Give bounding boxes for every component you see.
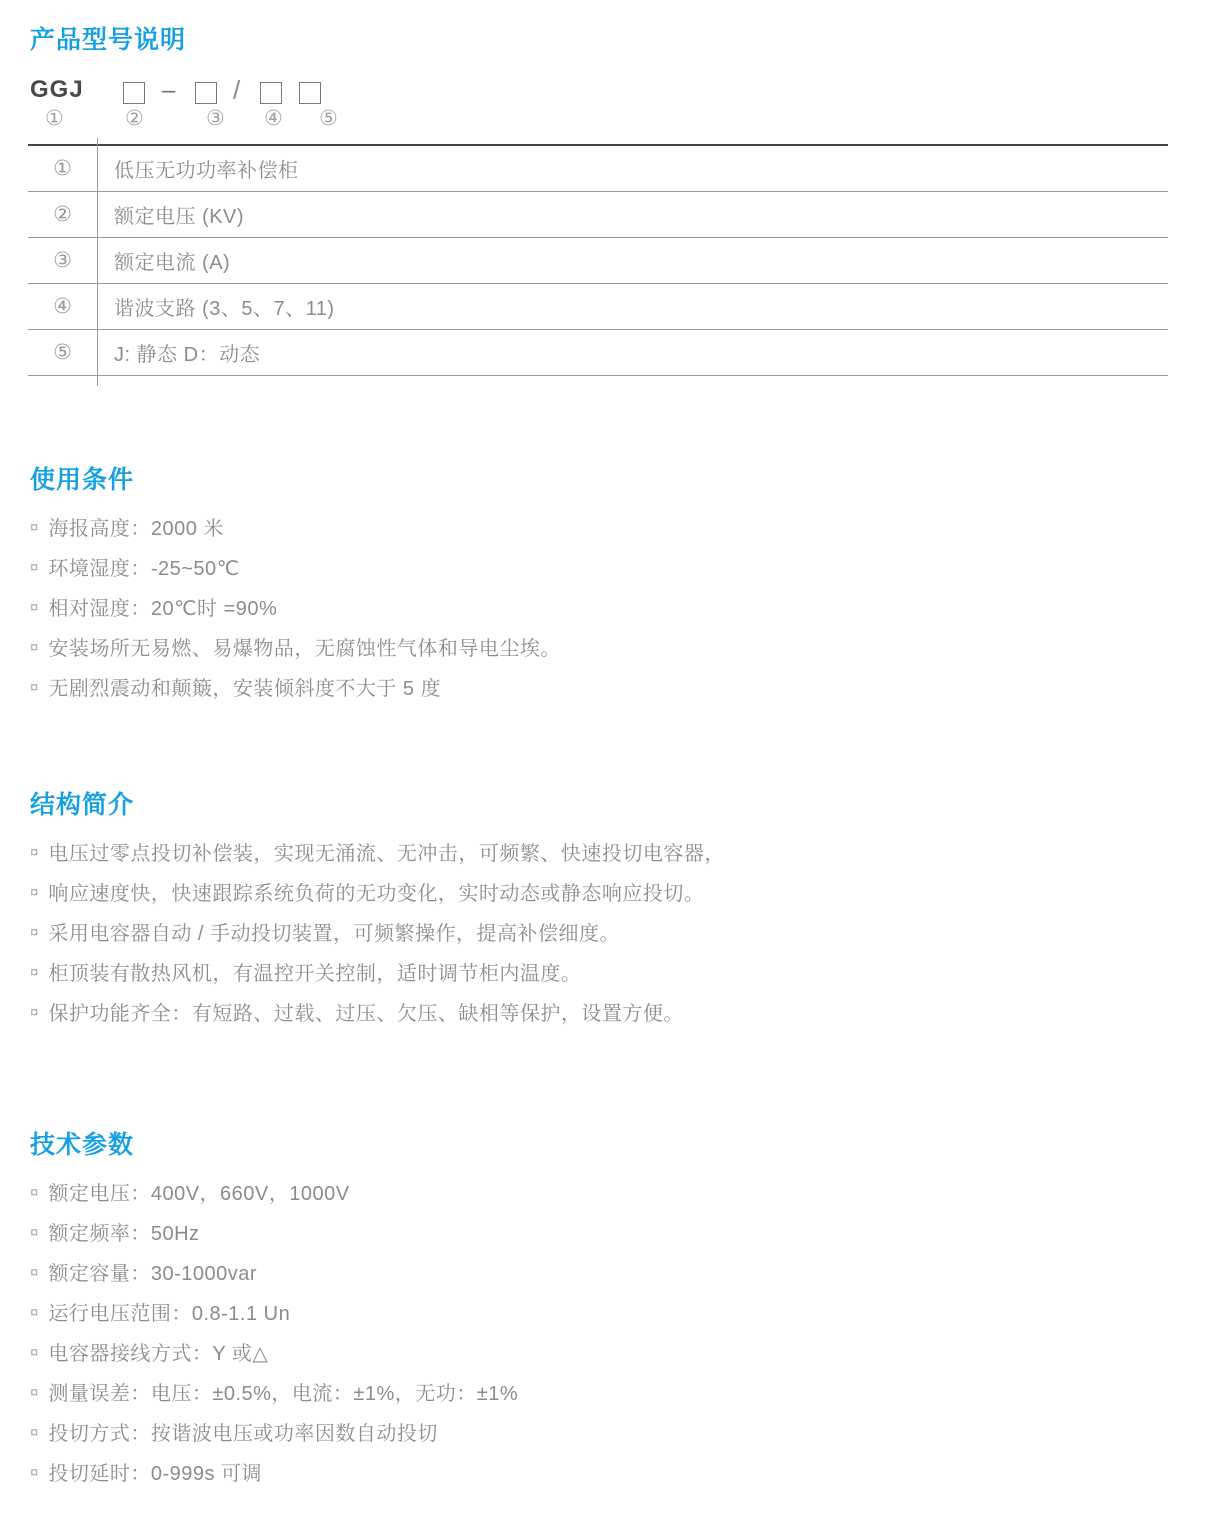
section-title-usage: 使用条件 — [30, 466, 135, 494]
position-label-3: ③ — [206, 107, 225, 130]
bullet-marker: ¤ — [30, 1003, 39, 1021]
bullet-item — [30, 1291, 1190, 1331]
table-row — [28, 284, 1168, 330]
bullet-text: 投切延时：0-999s 可调 — [48, 1462, 263, 1485]
bullet-marker: ¤ — [30, 1343, 39, 1361]
bullet-item — [30, 911, 1190, 951]
table-row — [28, 146, 1168, 192]
section-usage — [30, 464, 1190, 706]
section-title-model: 产品型号说明 — [30, 26, 187, 54]
bullet-marker: ¤ — [30, 678, 39, 696]
bullet-text: 柜顶装有散热风机，有温控开关控制，适时调节柜内温度。 — [48, 962, 582, 985]
bullet-item — [30, 1451, 1190, 1491]
bullet-text: 安装场所无易燃、易爆物品，无腐蚀性气体和导电尘埃。 — [48, 637, 561, 660]
dash-separator: – — [162, 77, 176, 104]
model-box-4 — [299, 82, 321, 104]
model-code-diagram — [0, 76, 1221, 138]
row-number: ① — [53, 157, 72, 180]
model-box-1 — [123, 82, 145, 104]
bullet-text: 无剧烈震动和颠簸，安装倾斜度不大于 5 度 — [48, 677, 442, 700]
bullet-item — [30, 626, 1190, 666]
bullet-text: 额定电压：400V，660V，1000V — [48, 1182, 350, 1205]
bullet-marker: ¤ — [30, 1263, 39, 1281]
tech-list — [30, 1171, 1190, 1491]
bullet-item — [30, 951, 1190, 991]
bullet-item — [30, 1371, 1190, 1411]
position-label-5: ⑤ — [319, 107, 338, 130]
model-box-2 — [195, 82, 217, 104]
row-number: ⑤ — [53, 341, 72, 364]
section-title-tech: 技术参数 — [30, 1131, 135, 1159]
bullet-text: 投切方式：按谐波电压或功率因数自动投切 — [48, 1422, 438, 1445]
bullet-item — [30, 1251, 1190, 1291]
bullet-text: 测量误差：电压：±0.5%，电流：±1%，无功：±1% — [48, 1382, 519, 1405]
bullet-text: 额定频率：50Hz — [48, 1222, 200, 1245]
bullet-item — [30, 546, 1190, 586]
bullet-item — [30, 1171, 1190, 1211]
structure-list — [30, 831, 1190, 1031]
bullet-text: 电容器接线方式：Y 或△ — [48, 1342, 269, 1365]
bullet-item — [30, 586, 1190, 626]
row-number: ② — [53, 203, 72, 226]
bullet-text: 海报高度：2000 米 — [48, 517, 224, 540]
row-number: ③ — [53, 249, 72, 272]
bullet-text: 运行电压范围：0.8-1.1 Un — [48, 1302, 291, 1325]
model-prefix: GGJ — [30, 76, 84, 103]
bullet-item — [30, 666, 1190, 706]
row-description: 额定电流 (A) — [114, 252, 231, 274]
position-label-1: ① — [45, 107, 64, 130]
bullet-item — [30, 831, 1190, 871]
bullet-text: 采用电容器自动 / 手动投切装置，可频繁操作，提高补偿细度。 — [48, 922, 621, 945]
bullet-item — [30, 506, 1190, 546]
slash-separator: / — [233, 75, 241, 105]
bullet-text: 额定容量：30-1000var — [48, 1262, 258, 1285]
section-tech — [30, 1129, 1190, 1491]
position-label-2: ② — [125, 107, 144, 130]
bullet-marker: ¤ — [30, 883, 39, 901]
model-box-3 — [260, 82, 282, 104]
bullet-marker: ¤ — [30, 1303, 39, 1321]
table-row — [28, 330, 1168, 376]
bullet-marker: ¤ — [30, 638, 39, 656]
row-description: J: 静态 D：动态 — [114, 344, 261, 366]
bullet-text: 保护功能齐全：有短路、过载、过压、欠压、缺相等保护，设置方便。 — [48, 1002, 684, 1025]
bullet-marker: ¤ — [30, 843, 39, 861]
position-label-4: ④ — [264, 107, 283, 130]
bullet-item — [30, 871, 1190, 911]
bullet-item — [30, 1411, 1190, 1451]
row-description: 低压无功功率补偿柜 — [114, 160, 299, 182]
bullet-marker: ¤ — [30, 1183, 39, 1201]
table-row — [28, 238, 1168, 284]
bullet-item — [30, 991, 1190, 1031]
model-table — [28, 144, 1168, 376]
bullet-marker: ¤ — [30, 1423, 39, 1441]
bullet-marker: ¤ — [30, 923, 39, 941]
row-number: ④ — [53, 295, 72, 318]
bullet-marker: ¤ — [30, 598, 39, 616]
section-title-structure: 结构简介 — [30, 791, 135, 819]
bullet-text: 响应速度快，快速跟踪系统负荷的无功变化，实时动态或静态响应投切。 — [48, 882, 705, 905]
bullet-text: 相对湿度：20℃时 =90% — [48, 597, 278, 620]
bullet-marker: ¤ — [30, 1463, 39, 1481]
bullet-marker: ¤ — [30, 518, 39, 536]
bullet-item — [30, 1211, 1190, 1251]
row-description: 谐波支路 (3、5、7、11) — [114, 298, 335, 320]
bullet-text: 电压过零点投切补偿装，实现无涌流、无冲击，可频繁、快速投切电容器， — [48, 842, 725, 865]
bullet-marker: ¤ — [30, 1223, 39, 1241]
bullet-marker: ¤ — [30, 963, 39, 981]
bullet-text: 环境湿度：-25~50℃ — [48, 557, 240, 580]
bullet-marker: ¤ — [30, 1383, 39, 1401]
row-description: 额定电压 (KV) — [114, 206, 245, 228]
usage-list — [30, 506, 1190, 706]
table-row — [28, 192, 1168, 238]
bullet-marker: ¤ — [30, 558, 39, 576]
section-structure — [30, 789, 1190, 1031]
bullet-item — [30, 1331, 1190, 1371]
